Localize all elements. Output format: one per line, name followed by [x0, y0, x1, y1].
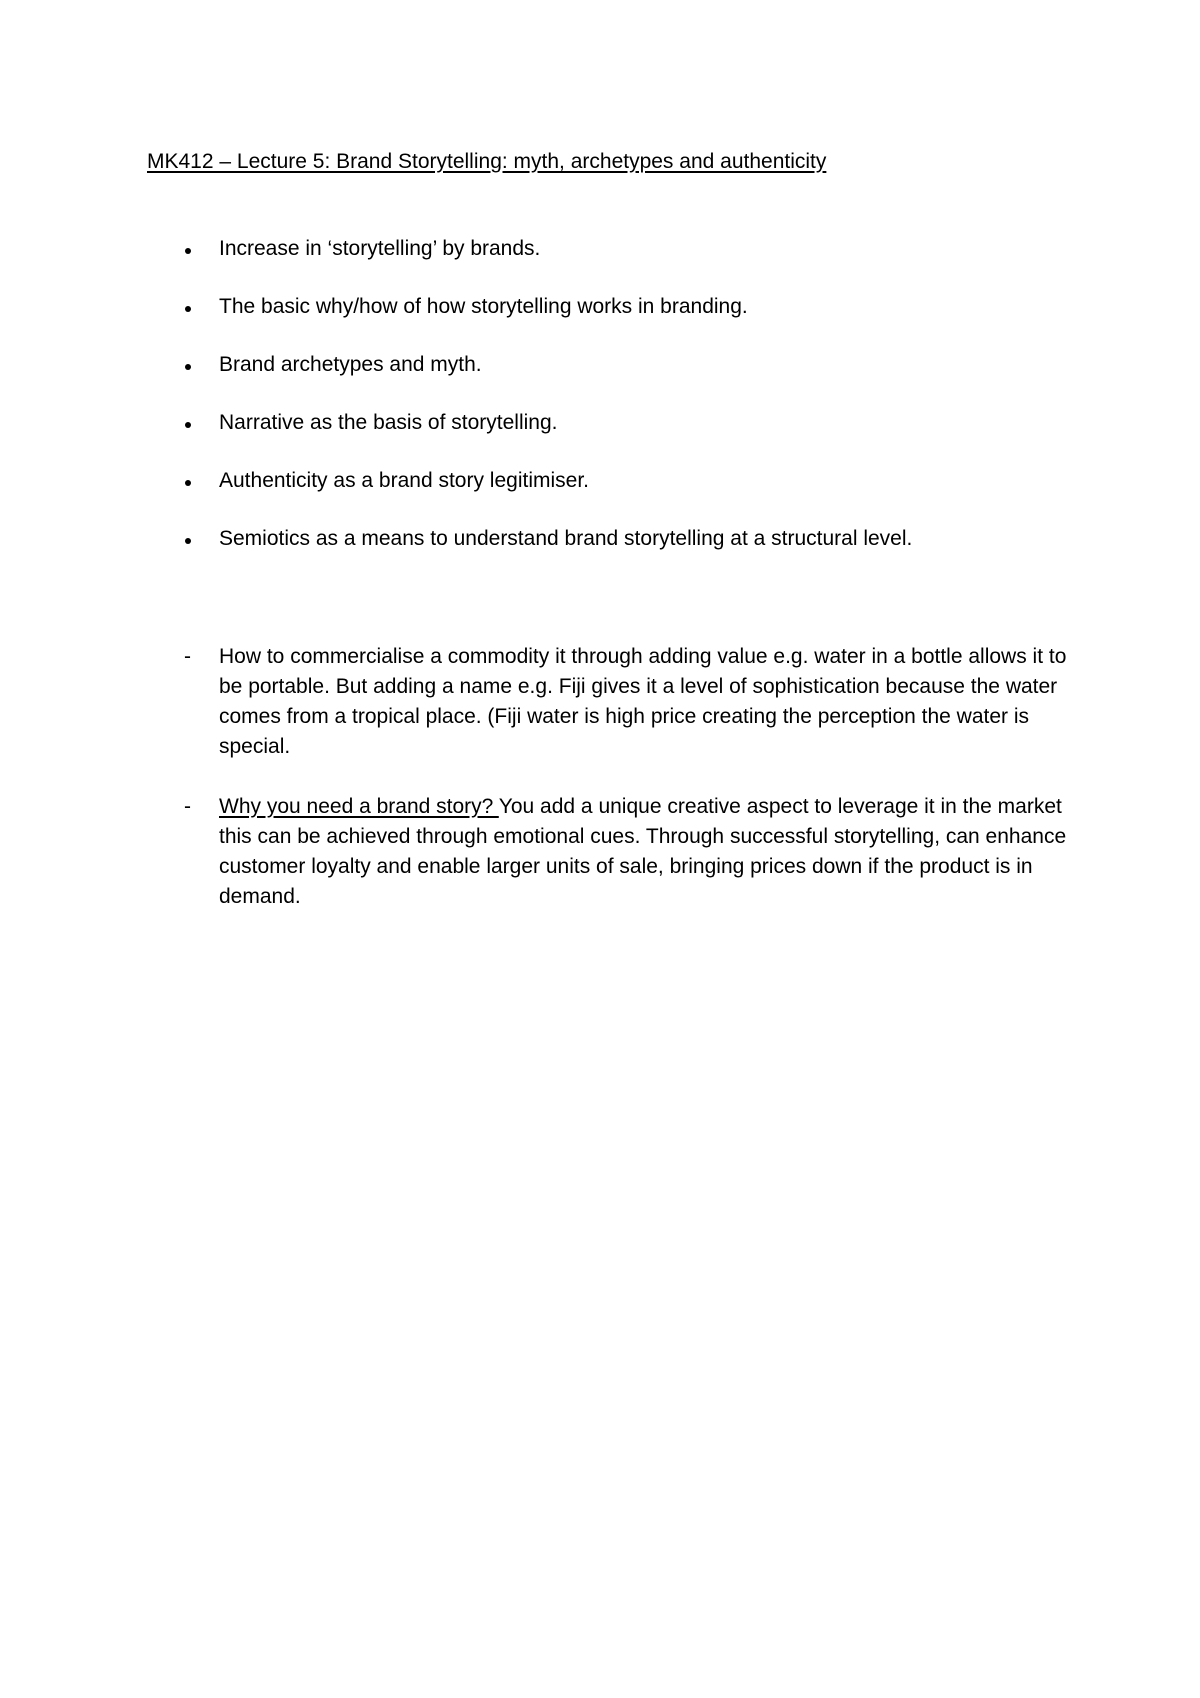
bullet-item [147, 525, 1067, 553]
bullet-icon [185, 422, 191, 428]
note-item [147, 642, 1067, 762]
bullet-item [147, 409, 1067, 437]
bullet-text: Semiotics as a means to understand brand storytelling at a structural level. [219, 527, 913, 550]
note-heading: Why you need a brand story? [219, 795, 499, 818]
bullet-text: The basic why/how of how storytelling works in branding. [219, 295, 748, 318]
bullet-text: Narrative as the basis of storytelling. [219, 411, 558, 434]
bullet-item [147, 293, 1067, 321]
bullet-item [147, 235, 1067, 263]
bullet-text: Authenticity as a brand story legitimiser. [219, 469, 590, 492]
bullet-list [147, 235, 1067, 583]
notes-list [147, 642, 1067, 942]
bullet-icon [185, 538, 191, 544]
bullet-icon [185, 248, 191, 254]
note-item [147, 792, 1067, 912]
bullet-item [147, 351, 1067, 379]
note-text: You add a unique creative aspect to leverage it in the market this can be achieved through emotional cues. Through successful storytelling, can enhance customer loyalty and enable larger units of sale, bringing prices down if the product is in demand. [219, 795, 1067, 908]
bullet-text: Brand archetypes and myth. [219, 353, 482, 376]
dash-marker: - [184, 645, 191, 668]
note-text: How to commercialise a commodity it through adding value e.g. water in a bottle allows it to be portable. But adding a name e.g. Fiji gives it a level of sophistication because the water comes from a tropical place. (Fiji water is high price creating the perception the water is special. [219, 645, 1067, 758]
page-title: MK412 – Lecture 5: Brand Storytelling: myth, archetypes and authenticity [147, 150, 827, 173]
bullet-text: Increase in ‘storytelling’ by brands. [219, 237, 541, 260]
bullet-icon [185, 306, 191, 312]
bullet-icon [185, 480, 191, 486]
bullet-item [147, 467, 1067, 495]
dash-marker: - [184, 795, 191, 818]
bullet-icon [185, 364, 191, 370]
